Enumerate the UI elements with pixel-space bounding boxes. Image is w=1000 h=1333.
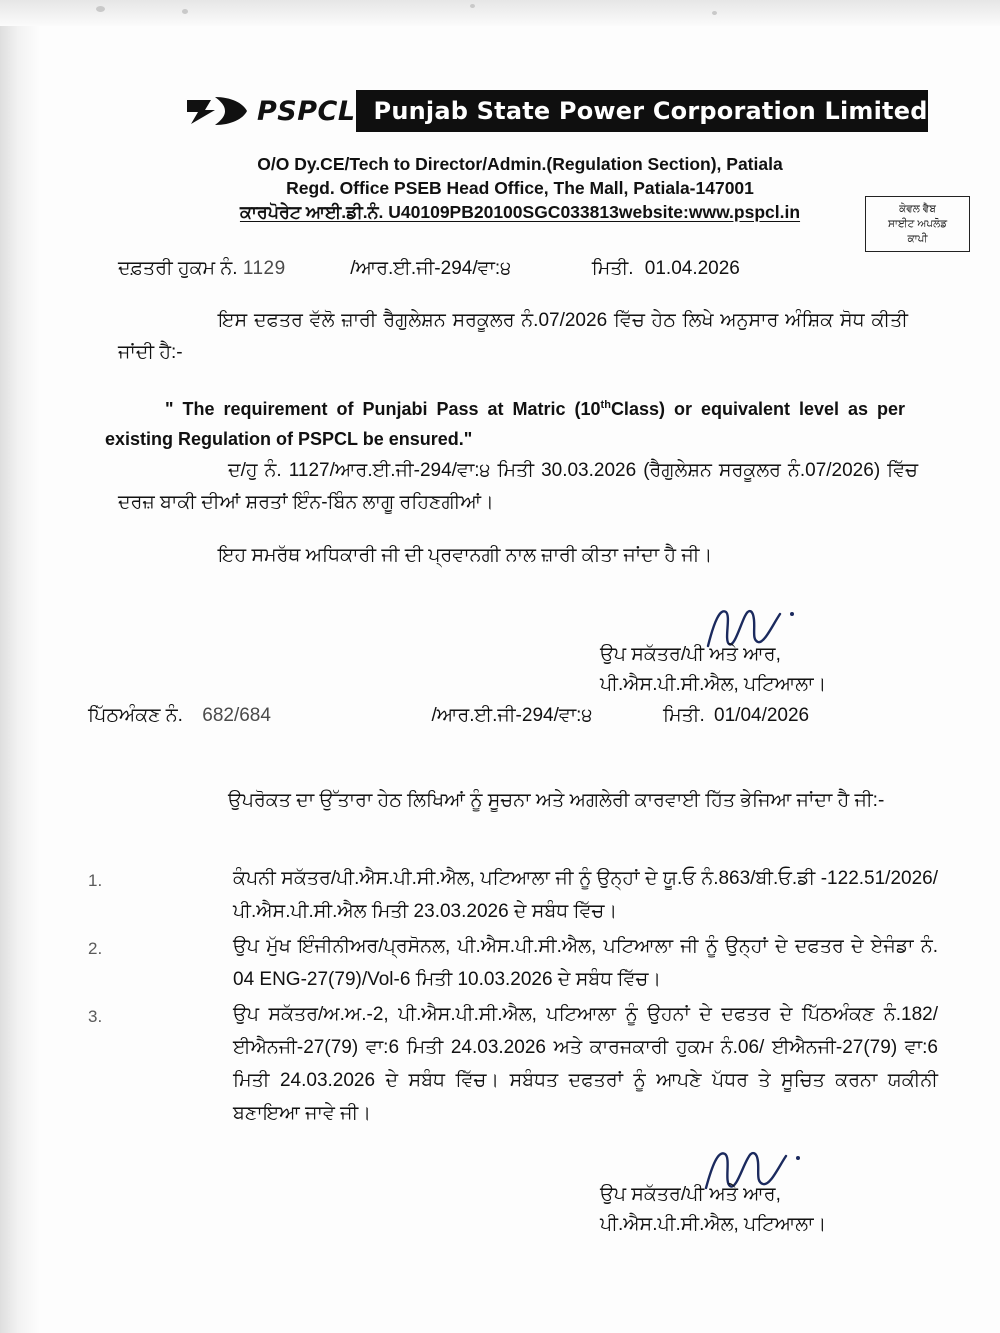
office-address-block [160,152,880,224]
paragraph-approval: ਇਹ ਸਮਰੱਥ ਅਧਿਕਾਰੀ ਜੀ ਦੀ ਪ੍ਰਵਾਨਗੀ ਨਾਲ ਜ਼ਾਰੀ ਕੀਤਾ ਜਾਂਦਾ ਹੈ ਜੀ। [218,545,713,566]
order-label: ਦਫ਼ਤਰੀ ਹੁਕਮ ਨੰ. [118,258,238,279]
order-date: 01.04.2026 [644,258,740,279]
endorsement-date: 01/04/2026 [714,705,810,726]
scan-speck [470,4,475,8]
power-bolt-icon [185,94,249,128]
signature-1-line-2: ਪੀ.ਐਸ.ਪੀ.ਸੀ.ਐਲ, ਪਟਿਆਲਾ। [600,674,827,695]
letterhead [185,88,928,134]
pspcl-logo [185,94,356,128]
office-line-2: Regd. Office PSEB Head Office, The Mall, Patiala-147001 [286,178,754,198]
company-title-banner: Punjab State Power Corporation Limited [356,90,928,132]
paragraph-copy-forwarded: ਉਪਰੋਕਤ ਦਾ ਉੱਤਾਰਾ ਹੇਠ ਲਿਖਿਆਂ ਨੂੰ ਸੂਚਨਾ ਅਤੇ ਅਗਲੇਰੀ ਕਾਰਵਾਈ ਹਿੱਤ ਭੇਜਿਆ ਜਾਂਦਾ ਹੈ ਜੀ:- [228,790,885,811]
order-number-row [118,258,878,280]
endorsement-reference: /ਆਰ.ਈ.ਜੀ-294/ਵਾ:੪ [431,705,593,726]
distribution-list [88,862,938,1132]
order-date-label: ਮਿਤੀ. [591,258,634,279]
office-line-1: O/O Dy.CE/Tech to Director/Admin.(Regulation Section), Patiala [257,154,783,174]
paragraph-amendment-intro: ਇਸ ਦਫਤਰ ਵੱਲੋ ਜ਼ਾਰੀ ਰੈਗੁਲੇਸ਼ਨ ਸਰਕੂਲਰ ਨੰ.07/2026 ਵਿੱਚ ਹੇਠ ਲਿਖੇ ਅਨੁਸਾਰ ਅੰਸ਼ਿਕ ਸੋਧ ਕੀਤੀ ਜਾਂਦੀ ਹੈ:- [118,310,908,363]
stamp-line-1: ਕੇਵਲ ਵੈਬ [899,203,936,215]
list-item-index: 1. [88,871,103,890]
list-item-text: ਕੰਪਨੀ ਸਕੱਤਰ/ਪੀ.ਐਸ.ਪੀ.ਸੀ.ਐਲ, ਪਟਿਆਲਾ ਜੀ ਨੂੰ ਉਨ੍ਹਾਂ ਦੇ ਯੂ.ਓ ਨੰ.863/ਬੀ.ਓ.ਡੀ -122.51/2026/ਪੀ.ਐਸ.ਪੀ.ਸੀ.ਐਲ ਮਿਤੀ 23.03.2026 ਦੇ ਸਬੰਧ ਵਿੱਚ। [233,868,938,922]
signature-2-line-1: ਉਪ ਸਕੱਤਰ/ਪੀ ਅਤੇ ਆਰ, [600,1184,781,1205]
endorsement-date-label: ਮਿਤੀ. [662,705,705,726]
scan-speck [182,9,188,14]
scan-edge-shadow-top [0,0,1000,26]
web-upload-copy-stamp [865,196,970,252]
scan-edge-shadow-left [0,0,40,1333]
stamp-line-3: ਕਾਪੀ [907,233,928,245]
quote-part-2: Class) or equivalent level as per existing Regulation of PSPCL be ensured." [105,399,905,449]
endorsement-row [88,705,948,727]
order-reference: /ਆਰ.ਈ.ਜੀ-294/ਵਾ:੪ [350,258,512,279]
signature-block-2 [600,1180,940,1240]
stamp-line-2: ਸਾਈਟ ਅਪਲੋਡ [887,218,948,230]
signature-2-line-2: ਪੀ.ਐਸ.ਪੀ.ਸੀ.ਐਲ, ਪਟਿਆਲਾ। [600,1214,827,1235]
scan-speck [712,11,717,15]
list-item-index: 3. [88,1007,103,1026]
scan-speck [96,6,105,12]
quoted-amendment-text [105,390,905,454]
endorsement-label: ਪਿੱਠਅੰਕਣ ਨੰ. [88,705,183,726]
list-item [88,862,938,928]
order-number: 1129 [242,258,286,279]
endorsement-number: 682/684 [202,705,271,726]
office-line-3: ਕਾਰਪੋਰੇਟ ਆਈ.ਡੀ.ਨੰ. U40109PB20100SGC033813website:www.pspcl.in [239,202,801,222]
list-item [88,998,938,1130]
list-item-text: ਉਪ ਮੁੱਖ ਇੰਜੀਨੀਅਰ/ਪ੍ਰਸੋਨਲ, ਪੀ.ਐਸ.ਪੀ.ਸੀ.ਐਲ, ਪਟਿਆਲਾ ਜੀ ਨੂੰ ਉਨ੍ਹਾਂ ਦੇ ਦਫਤਰ ਦੇ ਏਜੰਡਾ ਨੰ. 04 ENG-27(79)/Vol-6 ਮਿਤੀ 10.03.2026 ਦੇ ਸਬੰਧ ਵਿੱਚ। [233,936,938,990]
signature-block-1 [600,640,930,700]
pspcl-logo-text: PSPCL [257,95,356,127]
list-item-text: ਉਪ ਸਕੱਤਰ/ਅ.ਅ.-2, ਪੀ.ਐਸ.ਪੀ.ਸੀ.ਐਲ, ਪਟਿਆਲਾ ਨੂੰ ਉਹਨਾਂ ਦੇ ਦਫਤਰ ਦੇ ਪਿੱਠਅੰਕਣ ਨੰ.182/ਈਐਨਜੀ-27(79) ਵਾ:6 ਮਿਤੀ 24.03.2026 ਅਤੇ ਕਾਰਜਕਾਰੀ ਹੁਕਮ ਨੰ.06/ ਈਐਨਜੀ-27(79) ਵਾ:6 ਮਿਤੀ 24.03.2026 ਦੇ ਸਬੰਧ ਵਿੱਚ। ਸਬੰਧਤ ਦਫਤਰਾਂ ਨੂੰ ਆਪਣੇ ਪੱਧਰ ਤੇ ਸੂਚਿਤ ਕਰਨਾ ਯਕੀਨੀ ਬਣਾਇਆ ਜਾਵੇ ਜੀ। [233,1004,938,1124]
paragraph-other-conditions: ਦ/ਹੁ ਨੰ. 1127/ਆਰ.ਈ.ਜੀ-294/ਵਾ:੪ ਮਿਤੀ 30.03.2026 (ਰੈਗੁਲੇਸ਼ਨ ਸਰਕੂਲਰ ਨੰ.07/2026) ਵਿੱਚ ਦਰਜ਼ ਬਾਕੀ ਦੀਆਂ ਸ਼ਰਤਾਂ ਇੰਨ-ਬਿੰਨ ਲਾਗੂ ਰਹਿਣਗੀਆਂ। [118,460,918,513]
quote-part-1: " The requirement of Punjabi Pass at Matric (10 [165,399,601,419]
list-item-index: 2. [88,939,103,958]
signature-1-line-1: ਉਪ ਸਕੱਤਰ/ਪੀ ਅਤੇ ਆਰ, [600,644,781,665]
quote-superscript: th [600,399,611,411]
list-item [88,930,938,996]
